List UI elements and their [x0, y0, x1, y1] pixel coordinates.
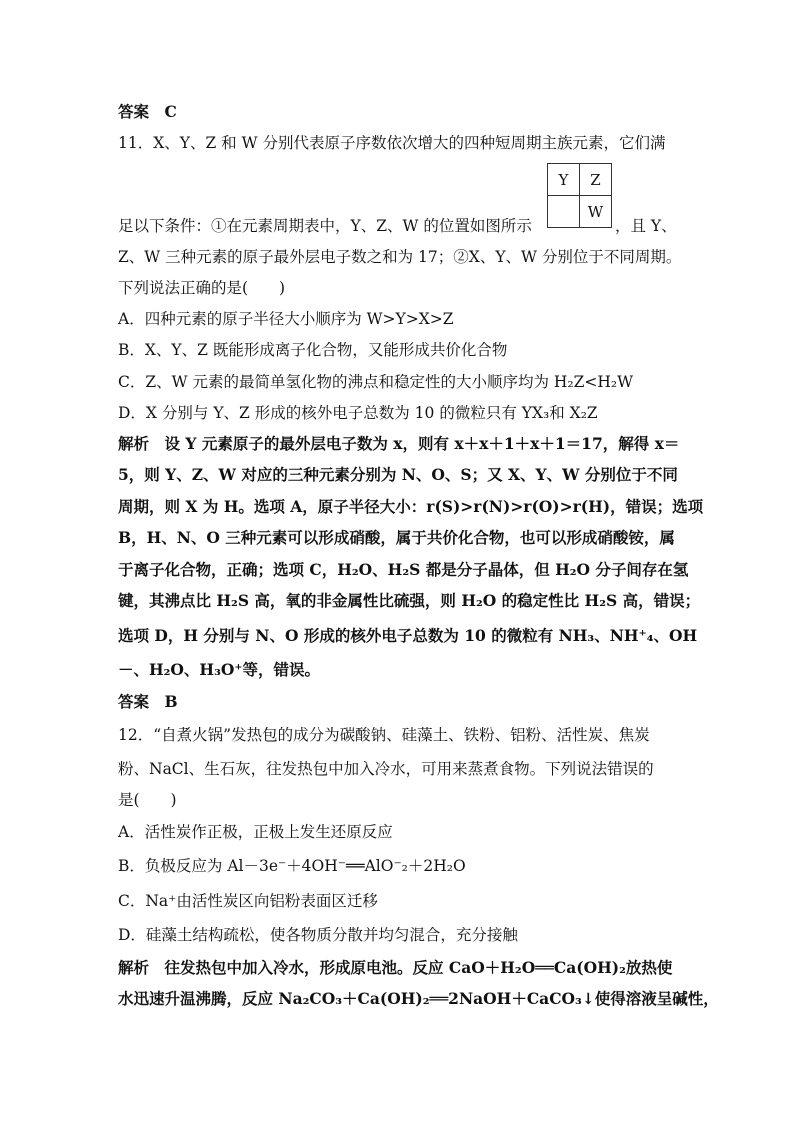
- option-c: C．Z、W 元素的最简单氢化物的沸点和稳定性的大小顺序均为 H₂Z<H₂W: [118, 373, 634, 391]
- analysis-line7: 选项 D，H 分别与 N、O 形成的核外电子总数为 10 的微粒有 NH₃、NH⁺₄、OH: [118, 626, 698, 645]
- question-12-line1: 12．“自煮火锅”发热包的成分为碳酸钠、硅藻土、铁粉、铝粉、活性炭、焦炭: [118, 726, 650, 744]
- question-12-line3: 是( ): [118, 791, 177, 809]
- option-d: D．X 分别与 Y、Z 形成的核外电子总数为 10 的微粒只有 YX₃和 X₂Z: [118, 404, 598, 422]
- analysis-12-line2: 水迅速升温沸腾，反应 Na₂CO₃＋Ca(OH)₂══2NaOH＋CaCO₃↓使得溶液呈碱性，: [118, 989, 719, 1008]
- analysis-12-line1: 解析 往发热包中加入冷水，形成原电池。反应 CaO＋H₂O══Ca(OH)₂放热使: [118, 958, 673, 977]
- cell-y: Y: [548, 164, 580, 196]
- option-b-12: B．负极反应为 Al－3e⁻＋4OH⁻══AlO⁻₂＋2H₂O: [118, 857, 466, 875]
- question-11-line3: Z、W 三种元素的原子最外层电子数之和为 17；②X、Y、W 分别位于不同周期。: [118, 248, 682, 266]
- option-c-12: C．Na⁺由活性炭区向铝粉表面区迁移: [118, 892, 378, 910]
- option-a: A．四种元素的原子半径大小顺序为 W>Y>X>Z: [118, 310, 454, 328]
- element-position-table: [547, 163, 612, 228]
- question-11-line4: 下列说法正确的是( ): [118, 279, 286, 297]
- question-12-line2: 粉、NaCl、生石灰，往发热包中加入冷水，可用来蒸煮食物。下列说法错误的: [118, 760, 654, 778]
- analysis-line3: 周期，则 X 为 H。选项 A，原子半径大小：r(S)>r(N)>r(O)>r(H)，错误；选项: [118, 497, 704, 516]
- cell-empty: [548, 196, 580, 228]
- analysis-line5: 于离子化合物，正确；选项 C，H₂O、H₂S 都是分子晶体，但 H₂O 分子间存在氢: [118, 560, 689, 579]
- answer-label-2: 答案 B: [118, 692, 178, 711]
- option-d-12: D．硅藻土结构疏松，使各物质分散并均匀混合，充分接触: [118, 926, 518, 944]
- option-a-12: A．活性炭作正极，正极上发生还原反应: [118, 823, 393, 841]
- analysis-line4: B，H、N、O 三种元素可以形成硝酸，属于共价化合物，也可以形成硝酸铵，属: [118, 528, 675, 547]
- question-11-line1: 11．X、Y、Z 和 W 分别代表原子序数依次增大的四种短周期主族元素，它们满: [118, 134, 666, 152]
- answer-label: 答案 C: [118, 102, 177, 121]
- question-11-line2a: 足以下条件：①在元素周期表中，Y、Z、W 的位置如图所示: [118, 217, 532, 235]
- analysis-line2: 5，则 Y、Z、W 对应的三种元素分别为 N、O、S；又 X、Y、W 分别位于不同: [118, 465, 678, 484]
- option-b: B．X、Y、Z 既能形成离子化合物，又能形成共价化合物: [118, 341, 508, 359]
- cell-z: Z: [580, 164, 612, 196]
- cell-w: W: [580, 196, 612, 228]
- analysis-line8: －、H₂O、H₃O⁺等，错误。: [118, 660, 321, 679]
- analysis-line6: 键，其沸点比 H₂S 高，氧的非金属性比硫强，则 H₂O 的稳定性比 H₂S 高，错误；: [118, 591, 701, 610]
- question-11-line2b: ，且 Y、: [615, 217, 677, 235]
- analysis-line1: 解析 设 Y 元素原子的最外层电子数为 x，则有 x＋x＋1＋x＋1＝17，解得 x＝: [118, 434, 680, 453]
